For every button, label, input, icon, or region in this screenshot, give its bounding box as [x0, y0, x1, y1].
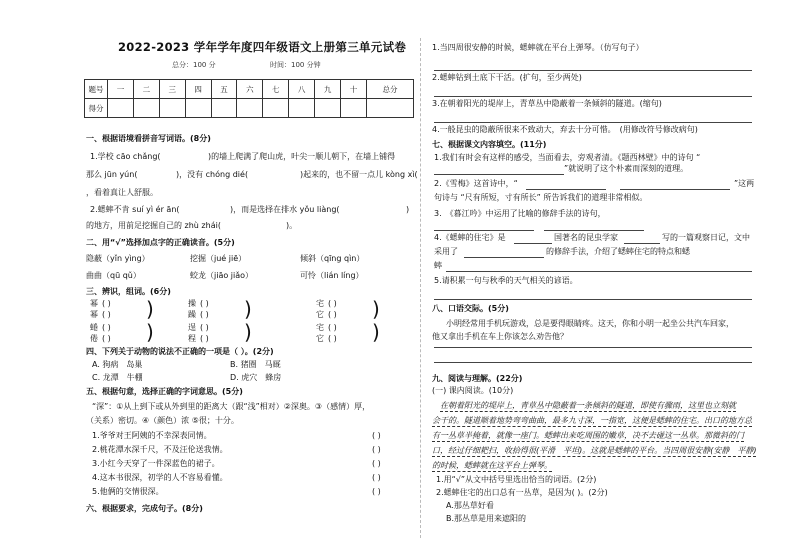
score-input-cell[interactable]: [133, 99, 159, 118]
answer-line[interactable]: [624, 243, 660, 244]
s7-line5-c: 写的一篇观察日记，文中: [662, 233, 750, 242]
word-blank[interactable]: ( ): [102, 310, 111, 319]
score-cell: 七: [263, 80, 289, 99]
reading-passage-line: 的时候，蟋蟀就在这平台上弹琴。: [432, 461, 552, 470]
pinyin-option[interactable]: 隐蔽（yǐn yìng）: [86, 254, 150, 263]
s8-line1: 小明经常用手机玩游戏，总是要得眼睛疼。这天，你和小明一起坐公共汽车回家，: [446, 319, 734, 328]
bracket: ): [244, 320, 252, 344]
word-blank[interactable]: ( ): [328, 334, 337, 343]
word-blank[interactable]: ( ): [200, 334, 209, 343]
s1-line1-a: 1.学校 cāo chǎng(: [90, 152, 161, 161]
score-cell: 二: [133, 80, 159, 99]
s7-line3: 句诗与 “尺有所短，寸有所长” 所告诉我们的道理非常相似。: [434, 193, 648, 202]
answer-line[interactable]: [434, 70, 752, 71]
pinyin-option[interactable]: 挖掘（jué jiē）: [190, 254, 247, 263]
answer-line[interactable]: [544, 230, 644, 231]
word-blank[interactable]: ( ): [328, 323, 337, 332]
r-item-1: 1.当四周很安静的时候，蟋蟀就在平台上弹琴。（仿写句子）: [432, 43, 644, 52]
answer-line[interactable]: [434, 122, 752, 123]
bracket: ): [146, 320, 154, 344]
answer-line[interactable]: [434, 347, 752, 348]
answer-line[interactable]: [464, 257, 544, 258]
s7-line1-a: 1.我们有时会有这样的感受，当面看去，旁观者清。《题西林壁》中的诗句 “: [434, 153, 701, 162]
answer-line[interactable]: [434, 96, 752, 97]
word-blank[interactable]: ( ): [328, 310, 337, 319]
char-item: 幂: [90, 310, 98, 319]
r-item-4: 4.一般昆虫的隐蔽所很来不致动大，弃去十分可惜。 (用修改符号修改病句): [432, 125, 698, 134]
left-column: [80, 0, 416, 550]
answer-line[interactable]: [434, 230, 534, 231]
score-input-cell[interactable]: [185, 99, 211, 118]
score-input-cell[interactable]: [315, 99, 341, 118]
section-6-heading: 六、根据要求，完成句子。(8分): [86, 504, 203, 513]
s1-line1-b: )的墙上爬满了爬山虎，叶尖一顺儿朝下，在墙上铺得: [208, 152, 396, 161]
char-item: 宅: [316, 299, 324, 308]
s7-line2-a: 2.《雪梅》这首诗中，“: [434, 179, 518, 188]
score-cell: 题号: [85, 80, 108, 99]
s7-line8: 5.请积累一句与秋季的天气相关的谚语。: [434, 276, 578, 285]
s7-line4: 3. 《暮江吟》中运用了比喻的修辞手法的诗句，: [434, 209, 606, 218]
section-9-heading: 九、阅读与理解。(22分): [432, 374, 523, 383]
s1-line5-b: )。: [286, 221, 298, 230]
char-item: 它: [316, 310, 324, 319]
section-3-heading: 三、辨识，组词。(6分): [86, 287, 171, 296]
s1-line5-a: 的地方，用前足挖掘自己的 zhù zhái(: [86, 221, 221, 230]
score-table-header-row: [85, 80, 414, 99]
reading-passage-line: 在朝着阳光的堤岸上，青草丛中隐蔽着一条倾斜的隧道，即使有骤雨，这里也立刻就: [440, 401, 736, 410]
section-1-heading: 一、根据语境看拼音写词语。(8分): [86, 134, 211, 143]
word-blank[interactable]: ( ): [102, 334, 111, 343]
reading-passage-line: 口，经过仔细耙扫，收拾得很(平滑 平坦)。这就是蟋蟀的平台。当四周很安静(安静 平静): [432, 446, 757, 455]
section-8-heading: 八、口语交际。(5分): [432, 304, 509, 313]
bracket: ): [372, 320, 380, 344]
s7-line6-a: 采用了: [434, 247, 458, 256]
word-blank[interactable]: ( ): [102, 323, 111, 332]
exam-title: 2022-2023 学年学年度四年级语文上册第三单元试卷: [118, 40, 407, 54]
s5-definition-line1: “深”：①从上到下或从外到里的距离大（跟“浅”相对）②深奥。③（感情）厚，: [92, 402, 371, 411]
answer-line[interactable]: [526, 189, 606, 190]
s7-line2-b: ”这两: [734, 179, 755, 188]
answer-line[interactable]: [434, 299, 752, 300]
s7-line5-b: 国著名的昆虫学家: [554, 233, 618, 242]
s1-line4-b: )，而是选择在排水 yǒu liàng(: [230, 205, 340, 214]
score-table-score-row: [85, 99, 414, 118]
score-cell: 得分: [85, 99, 108, 118]
answer-line[interactable]: [434, 362, 752, 363]
answer-paren[interactable]: ( ): [372, 445, 381, 454]
score-cell: 四: [185, 80, 211, 99]
score-input-cell[interactable]: [341, 99, 367, 118]
answer-paren[interactable]: ( ): [372, 473, 381, 482]
s1-line4-c: ): [406, 205, 410, 214]
reading-passage-line: 会干的。隧道顺着地势弯弯曲曲，最多九寸深，一指宽，这便是蟋蟀的住宅。出口的地方总: [432, 416, 752, 425]
score-table: [84, 79, 414, 118]
score-input-cell[interactable]: [159, 99, 185, 118]
score-input-cell[interactable]: [237, 99, 263, 118]
question-2-option-a[interactable]: A.那丛草好看: [446, 501, 494, 510]
answer-paren[interactable]: ( ): [372, 431, 381, 440]
s5-item: 5.他俩的交情很深。: [92, 487, 164, 496]
pinyin-option[interactable]: 可怜（lián líng）: [300, 271, 364, 280]
word-blank[interactable]: ( ): [200, 299, 209, 308]
bracket: ): [372, 297, 380, 321]
char-item: 宅: [316, 323, 324, 332]
char-item: 程: [188, 334, 196, 343]
s7-line6-b: 的修辞手法，介绍了蟋蟀住宅的特点和蟋: [546, 247, 690, 256]
answer-paren[interactable]: ( ): [372, 487, 381, 496]
section-4-heading: 四、下列关于动物的说法不正确的一项是（ ）。(2分): [86, 347, 274, 356]
choice-option[interactable]: C. 龙潭 牛棚: [92, 373, 143, 382]
question-2-option-b[interactable]: B.那丛草是用来遮阳的: [446, 514, 527, 523]
reading-passage-line: 有一丛草半掩着，就像一座门。蟋蟀出来吃周围的嫩草，决不去碰这一丛草。那微斜的门: [432, 431, 744, 440]
s5-item: 3.小红今天穿了一件深蓝色的裙子。: [92, 459, 220, 468]
score-cell: 一: [108, 80, 134, 99]
column-divider: [420, 38, 421, 538]
score-input-cell[interactable]: [367, 99, 414, 118]
s5-item: 4.这本书很深，初学的人不容易看懂。: [92, 473, 228, 482]
answer-line[interactable]: [514, 243, 552, 244]
r-item-2: 2.蟋蟀钻到土底下干活。(扩句，至少两处): [432, 73, 582, 82]
answer-line[interactable]: [446, 271, 752, 272]
s5-item: 2.桃花潭水深千尺，不及汪伦送我情。: [92, 445, 228, 454]
score-cell: 九: [315, 80, 341, 99]
s5-definition-line2: （关系）密切。④（颜色）浓 ⑤很；十分。: [86, 416, 239, 425]
char-item: 倦: [90, 334, 98, 343]
question-1: 1.用“√”从文中括号里选出恰当的词语。(2分): [436, 475, 597, 484]
question-2: 2.蟋蟀住宅的出口总有一丛草，是因为( )。(2分): [436, 488, 608, 497]
score-cell: 总分: [367, 80, 414, 99]
bracket: ): [244, 297, 252, 321]
char-item: 幂: [90, 299, 98, 308]
s5-item: 1.爷爷对王阿姨的不幸深表同情。: [92, 431, 212, 440]
right-column: [424, 0, 764, 550]
char-item: 蜷: [90, 323, 98, 332]
s1-line2-a: 那么 jūn yún(: [86, 170, 138, 179]
pinyin-option[interactable]: 蛟龙（jiāo jiǎo）: [190, 271, 254, 280]
pinyin-option[interactable]: 曲曲（qū qǔ）: [86, 271, 141, 280]
choice-option[interactable]: A. 狗病 岛巢: [92, 360, 143, 369]
section-7-heading: 七、根据课文内容填空。(11分): [432, 140, 547, 149]
score-input-cell[interactable]: [108, 99, 134, 118]
pinyin-option[interactable]: 倾斜（qīng qìn）: [300, 254, 365, 263]
section-5-heading: 五、根据句意，选择正确的字词意思。(5分): [86, 387, 243, 396]
char-item: 操: [188, 299, 196, 308]
answer-line[interactable]: [434, 174, 564, 175]
char-item: 逞: [188, 323, 196, 332]
word-blank[interactable]: ( ): [328, 299, 337, 308]
choice-option[interactable]: B. 猪圈 马厩: [230, 360, 281, 369]
s1-line2-b: )，没有 chóng dié(: [176, 170, 249, 179]
word-blank[interactable]: ( ): [200, 310, 209, 319]
score-cell: 八: [289, 80, 315, 99]
score-input-cell[interactable]: [263, 99, 289, 118]
score-input-cell[interactable]: [289, 99, 315, 118]
answer-line[interactable]: [620, 189, 730, 190]
section-2-heading: 二、用“√”选择加点字的正确读音。(5分): [86, 238, 235, 247]
score-cell: 五: [211, 80, 237, 99]
bracket: ): [146, 297, 154, 321]
answer-paren[interactable]: ( ): [372, 459, 381, 468]
char-item: 它: [316, 334, 324, 343]
s9-subheading: (一) 课内阅读。(10分): [432, 386, 514, 395]
score-cell: 六: [237, 80, 263, 99]
s7-line5-a: 4.《蟋蟀的住宅》是: [434, 233, 506, 242]
score-input-cell[interactable]: [211, 99, 237, 118]
s1-line2-c: )起来的，也不留一点儿 kòng xì(: [300, 170, 418, 179]
word-blank[interactable]: ( ): [102, 299, 111, 308]
exam-time: 时间：100 分钟: [270, 61, 321, 69]
s7-line1-b: ”就说明了这个朴素而深刻的道理。: [564, 164, 689, 173]
word-blank[interactable]: ( ): [200, 323, 209, 332]
s1-line4-a: 2.蟋蟀不肯 suí yì ér ān(: [90, 205, 180, 214]
score-cell: 十: [341, 80, 367, 99]
choice-option[interactable]: D. 虎穴 蜂房: [230, 373, 282, 382]
char-item: 躁: [188, 310, 196, 319]
s7-line7: 蟀: [434, 261, 442, 270]
total-score: 总分：100 分: [172, 61, 216, 69]
s8-line2: 他又拿出手机在车上你该怎么劝告他？: [432, 332, 568, 341]
score-cell: 三: [159, 80, 185, 99]
s1-line3: ，看着真让人舒服。: [86, 188, 158, 197]
r-item-3: 3.在朝着阳光的堤岸上，青草丛中隐蔽着一条倾斜的隧道。(缩句): [432, 99, 662, 108]
